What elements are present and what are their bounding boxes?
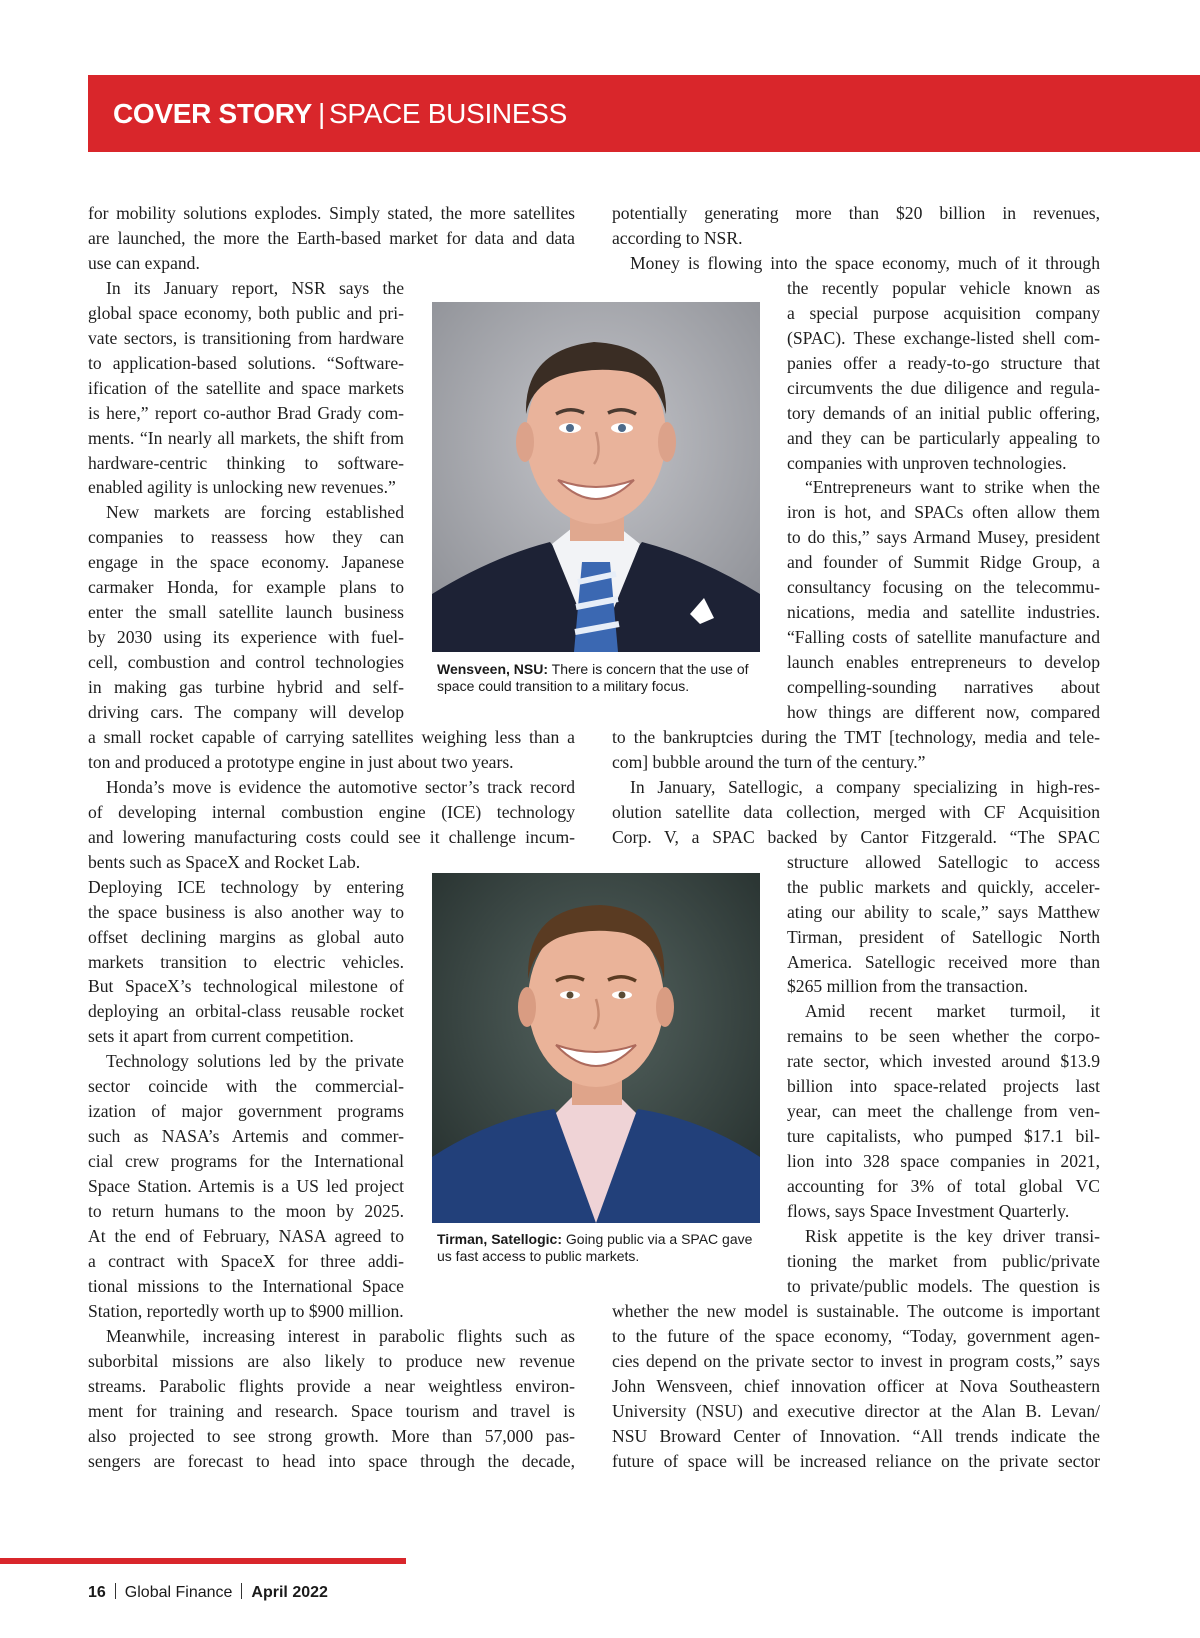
- article-text-line: the public markets and quickly, acceler-: [787, 876, 1100, 897]
- article-text-line: companies to reassess how they can: [88, 527, 404, 548]
- article-text-line: New markets are forcing established: [106, 502, 404, 523]
- article-text-line: “Entrepreneurs want to strike when the: [805, 477, 1100, 498]
- article-text-line: Corp. V, a SPAC backed by Cantor Fitzgerald. “The SPAC: [612, 826, 1100, 847]
- article-text-line: (SPAC). These exchange-listed shell com-: [787, 327, 1100, 348]
- article-text-line: Space Station. Artemis is a US led project: [88, 1176, 404, 1197]
- article-text-line: NSU Broward Center of Innovation. “All trends indicate the: [612, 1425, 1100, 1446]
- article-text-line: Amid recent market turmoil, it: [805, 1001, 1100, 1022]
- article-text-line: driving cars. The company will develop: [88, 702, 404, 722]
- article-text-line: to the future of the space economy, “Today, government agen-: [612, 1325, 1100, 1346]
- article-text-line: ments. “In nearly all markets, the shift from: [88, 427, 404, 448]
- article-text-line: tional missions to the International Space: [88, 1275, 404, 1296]
- article-text-line: University (NSU) and executive director at the Alan B. Levan/: [612, 1400, 1100, 1421]
- photo-caption-wensveen: [437, 661, 757, 694]
- article-text-line: rate sector, which invested around $13.9: [787, 1051, 1100, 1072]
- article-text-line: markets transition to electric vehicles.: [88, 951, 404, 972]
- header-separator: |: [317, 98, 325, 129]
- article-text-line: a contract with SpaceX for three addi-: [88, 1250, 404, 1271]
- article-text-line: is here,” report co-author Brad Grady com-: [88, 402, 404, 423]
- article-text-line: ating our ability to scale,” says Matthew: [787, 901, 1100, 922]
- article-text-line: such as NASA’s Artemis and commer-: [88, 1126, 404, 1147]
- article-text-line: hardware-centric thinking to software-: [88, 452, 404, 473]
- article-text-line: tory demands of an initial public offering,: [787, 402, 1100, 423]
- article-text-line: circumvents the due diligence and regula-: [787, 377, 1100, 398]
- article-text-line: $265 million from the transaction.: [787, 976, 1028, 997]
- article-text-line: olution satellite data collection, merged with CF Acquisition: [612, 801, 1100, 822]
- article-text-line: vate sectors, is transitioning from hardware: [88, 327, 404, 348]
- article-text-line: ton and produced a prototype engine in just about two years.: [88, 751, 514, 772]
- photo-wensveen: [432, 302, 760, 652]
- article-text-line: the recently popular vehicle known as: [787, 277, 1100, 298]
- article-text-line: streams. Parabolic flights provide a near weightless environ-: [88, 1375, 575, 1396]
- article-text-line: the space business is also another way to: [88, 901, 404, 922]
- article-text-line: Honda’s move is evidence the automotive sector’s track record: [106, 776, 575, 797]
- caption-name: Tirman, Satellogic:: [437, 1231, 562, 1247]
- article-text-line: whether the new model is sustainable. The outcome is important: [612, 1300, 1100, 1321]
- article-text-line: to do this,” says Armand Musey, president: [787, 527, 1100, 548]
- article-text-line: launch enables entrepreneurs to develop: [787, 652, 1100, 673]
- article-text-line: how things are different now, compared: [787, 702, 1100, 722]
- issue-date: April 2022: [251, 1584, 328, 1601]
- article-text-line: ization of major government programs: [88, 1101, 404, 1122]
- article-text-line: Station, reportedly worth up to $900 million.: [88, 1300, 404, 1321]
- article-text-line: offset declining margins as global auto: [88, 926, 404, 947]
- article-text-line: to return humans to the moon by 2025.: [88, 1201, 404, 1221]
- article-text-line: structure allowed Satellogic to access: [787, 851, 1100, 872]
- page-number: 16: [88, 1584, 106, 1601]
- article-text-line: a special purpose acquisition company: [787, 302, 1100, 323]
- article-text-line: in making gas turbine hybrid and self-: [88, 677, 404, 698]
- publication-name: Global Finance: [124, 1584, 233, 1601]
- article-text-line: accounting for 3% of total global VC: [787, 1176, 1100, 1197]
- article-text-line: to private/public models. The question is: [787, 1275, 1100, 1296]
- article-text-line: “Falling costs of satellite manufacture and: [787, 627, 1100, 648]
- article-text-line: potentially generating more than $20 billion in revenues,: [612, 203, 1100, 223]
- article-text-line: and lowering manufacturing costs could see it challenge incum-: [88, 826, 575, 847]
- article-text-line: companies with unproven technologies.: [787, 452, 1067, 473]
- article-text-line: com] bubble around the turn of the century.”: [612, 751, 926, 772]
- article-text-line: according to NSR.: [612, 227, 743, 248]
- article-text-line: to application-based solutions. “Software-: [88, 352, 404, 373]
- article-text-line: nications, media and satellite industries.: [787, 602, 1100, 623]
- article-text-line: engage in the space economy. Japanese: [88, 552, 404, 573]
- article-text-line: use can expand.: [88, 252, 200, 273]
- article-text-line: a small rocket capable of carrying satellites weighing less than a: [88, 726, 575, 747]
- article-text-line: panies offer a ready-to-go structure that: [787, 352, 1100, 373]
- article-text-line: to the bankruptcies during the TMT [technology, media and tele-: [612, 726, 1100, 747]
- article-text-line: remains to be seen whether the corpo-: [787, 1026, 1100, 1047]
- article-text-line: In January, Satellogic, a company specializing in high-res-: [630, 776, 1100, 797]
- article-text-line: ment for training and research. Space tourism and travel is: [88, 1400, 575, 1421]
- caption-name: Wensveen, NSU:: [437, 661, 548, 677]
- article-text-line: Technology solutions led by the private: [106, 1051, 404, 1072]
- article-text-line: iron is hot, and SPACs often allow them: [787, 502, 1100, 523]
- article-text-line: Meanwhile, increasing interest in parabolic flights such as: [106, 1325, 575, 1346]
- article-text-line: sector coincide with the commercial-: [88, 1076, 404, 1097]
- article-text-line: Money is flowing into the space economy, much of it through: [630, 252, 1100, 273]
- article-text-line: John Wensveen, chief innovation officer at Nova Southeastern: [612, 1375, 1100, 1396]
- article-text-line: and founder of Summit Ridge Group, a: [787, 552, 1100, 573]
- section-label: COVER STORY: [113, 98, 312, 129]
- article-text-line: ification of the satellite and space markets: [88, 377, 404, 398]
- article-text-line: America. Satellogic received more than: [787, 951, 1100, 972]
- article-text-line: global space economy, both public and pri-: [88, 302, 404, 323]
- article-text-line: enter the small satellite launch business: [88, 602, 404, 623]
- article-text-line: compelling-sounding narratives about: [787, 677, 1100, 698]
- article-text-line: also projected to see strong growth. More than 57,000 pas-: [88, 1425, 575, 1446]
- article-text-line: In its January report, NSR says the: [106, 277, 404, 298]
- article-text-line: lion into 328 space companies in 2021,: [787, 1151, 1100, 1172]
- caption-text: There is concern that the use of space could transition to a military focus.: [437, 661, 749, 694]
- article-text-line: billion into space-related projects last: [787, 1076, 1100, 1097]
- article-text-line: flows, says Space Investment Quarterly.: [787, 1201, 1070, 1221]
- article-text-line: sengers are forecast to head into space through the decade,: [88, 1450, 575, 1471]
- article-text-line: Deploying ICE technology by entering: [88, 876, 404, 897]
- article-text-line: Tirman, president of Satellogic North: [787, 926, 1100, 947]
- article-text-line: bents such as SpaceX and Rocket Lab.: [88, 851, 361, 872]
- article-text-line: tioning the market from public/private: [787, 1250, 1100, 1271]
- section-header: [113, 98, 567, 130]
- article-text-line: At the end of February, NASA agreed to: [88, 1225, 404, 1246]
- article-text-line: of developing internal combustion engine (ICE) technology: [88, 801, 575, 822]
- photo-tirman: [432, 873, 760, 1223]
- section-banner: [88, 75, 1200, 152]
- article-text-line: suborbital missions are also likely to produce new revenue: [88, 1350, 575, 1371]
- article-text-line: consultancy focusing on the telecommu-: [787, 577, 1100, 598]
- article-text-line: cell, combustion and control technologies: [88, 652, 404, 673]
- section-topic: SPACE BUSINESS: [328, 98, 567, 129]
- footer-rule: [0, 1558, 406, 1564]
- page-footer: [88, 1583, 328, 1602]
- footer-divider: [115, 1583, 116, 1599]
- photo-caption-tirman: [437, 1231, 757, 1264]
- footer-divider: [241, 1583, 242, 1599]
- article-text-line: ture capitalists, who pumped $17.1 bil-: [787, 1126, 1100, 1147]
- caption-text: Going public via a SPAC gave us fast access to public markets.: [437, 1231, 753, 1264]
- article-text-line: cial crew programs for the International: [88, 1151, 404, 1172]
- article-text-line: and they can be particularly appealing to: [787, 427, 1100, 448]
- article-text-line: Risk appetite is the key driver transi-: [805, 1225, 1100, 1246]
- article-text-line: sets it apart from current competition.: [88, 1026, 354, 1047]
- article-text-line: But SpaceX’s technological milestone of: [88, 976, 404, 997]
- article-text-line: for mobility solutions explodes. Simply stated, the more satellites: [88, 203, 575, 223]
- article-text-line: deploying an orbital-class reusable rocket: [88, 1001, 404, 1022]
- article-text-line: enabled agility is unlocking new revenues.”: [88, 477, 396, 498]
- article-text-line: by 2030 using its experience with fuel-: [88, 627, 404, 648]
- article-text-line: are launched, the more the Earth-based market for data and data: [88, 227, 575, 248]
- article-text-line: carmaker Honda, for example plans to: [88, 577, 404, 598]
- article-text-line: year, can meet the challenge from ven-: [787, 1101, 1100, 1122]
- article-text-line: cies depend on the private sector to invest in program costs,” says: [612, 1350, 1100, 1371]
- article-text-line: future of space will be increased reliance on the private sector: [612, 1450, 1100, 1471]
